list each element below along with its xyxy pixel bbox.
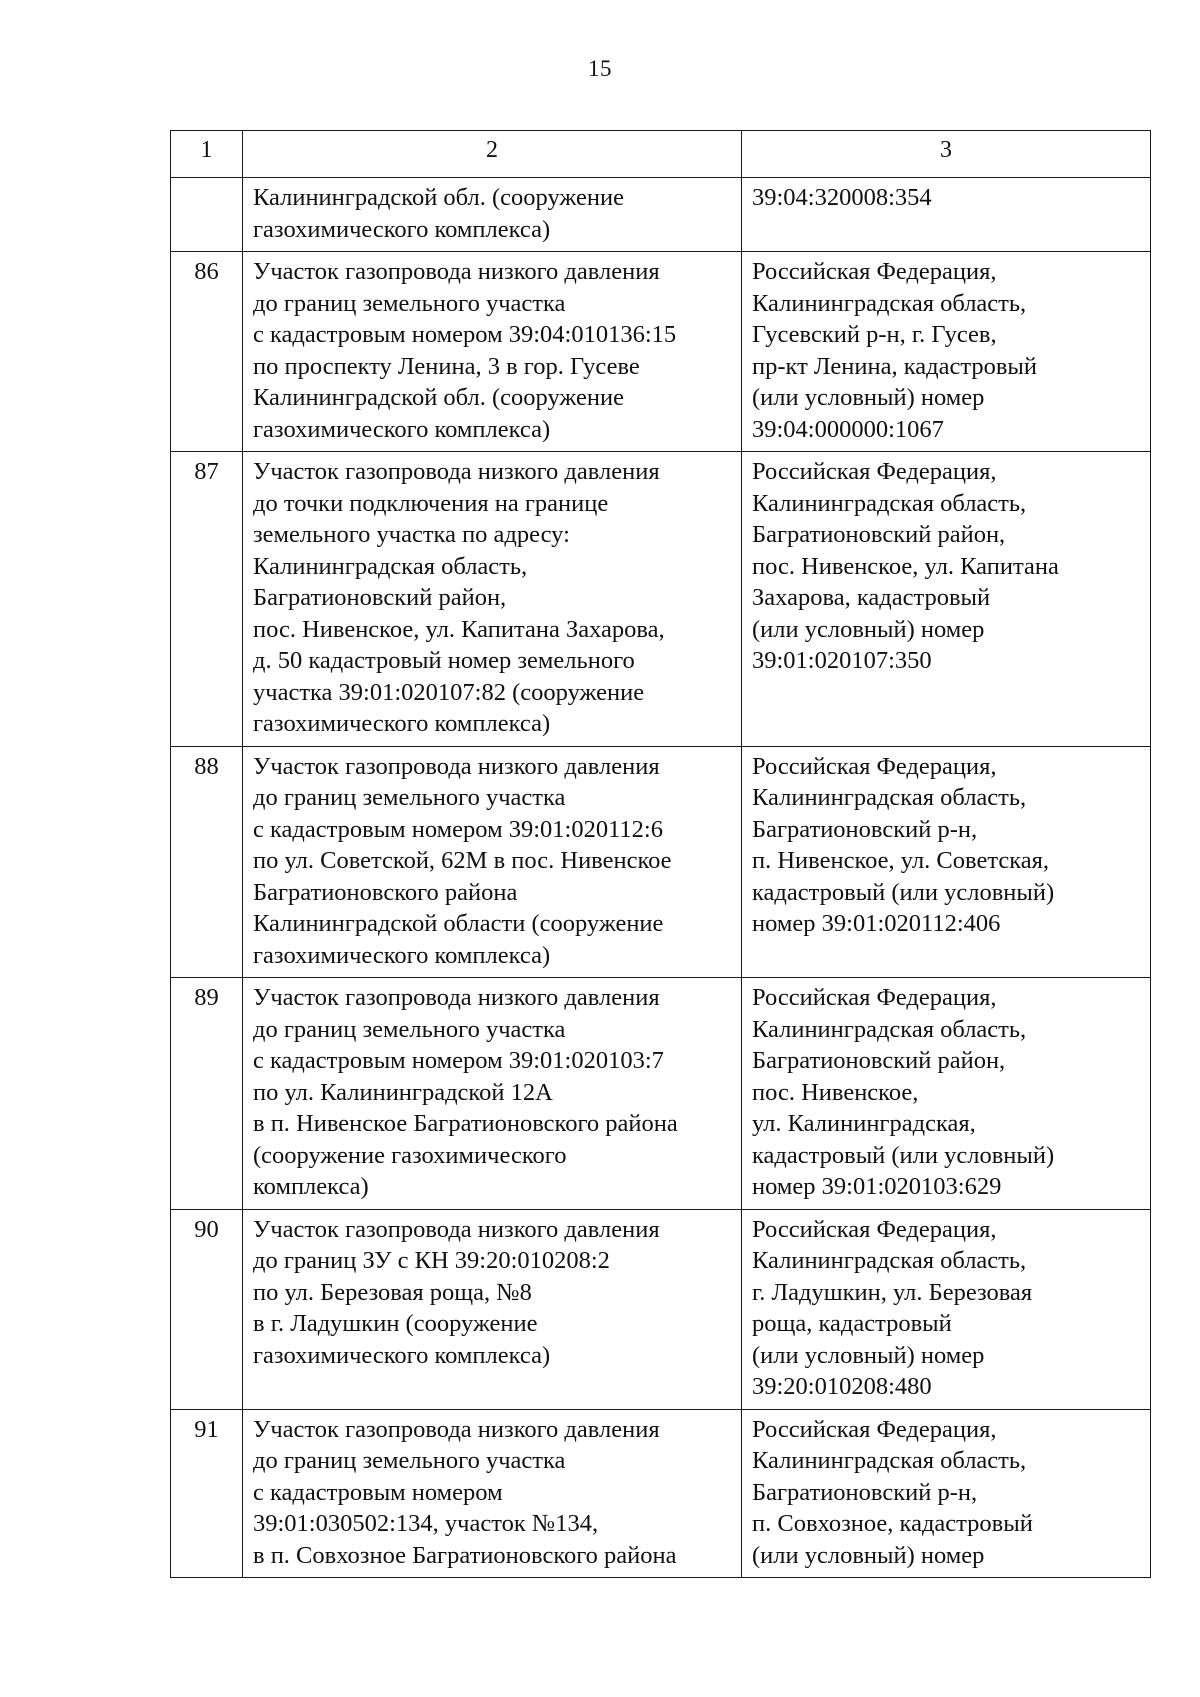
- row-description: Участок газопровода низкого давления до границ земельного участка с кадастровым номером 39:01:030502:134, участок №134, в п. Совхозное Багратионовского района: [243, 1409, 742, 1578]
- row-description: Участок газопровода низкого давления до границ ЗУ с КН 39:20:010208:2 по ул. Березовая роща, №8 в г. Ладушкин (сооружение газохимического комплекса): [243, 1209, 742, 1409]
- table-row: [171, 178, 1151, 252]
- row-number: 89: [171, 978, 243, 1210]
- table-header-row: [171, 131, 1151, 178]
- row-address: Российская Федерация, Калининградская область, Багратионовский р-н, п. Нивенское, ул. Советская, кадастровый (или условный) номер 39:01:020112:406: [742, 746, 1151, 978]
- row-number: 90: [171, 1209, 243, 1409]
- row-description: Участок газопровода низкого давления до точки подключения на границе земельного участка по адресу: Калининградская область, Багратионовский район, пос. Нивенское, ул. Капитана Захарова, д. 50 кадастровый номер земельного участка 39:01:020107:82 (сооружение газохимического комплекса): [243, 452, 742, 747]
- row-description: Калининградской обл. (сооружение газохимического комплекса): [243, 178, 742, 252]
- row-description: Участок газопровода низкого давления до границ земельного участка с кадастровым номером 39:01:020112:6 по ул. Советской, 62М в пос. Нивенское Багратионовского района Калининградской области (сооружение газохимического комплекса): [243, 746, 742, 978]
- row-address: 39:04:320008:354: [742, 178, 1151, 252]
- table-row: [171, 1409, 1151, 1578]
- header-cell-description: 2: [243, 131, 742, 178]
- row-number: 88: [171, 746, 243, 978]
- table-row: [171, 746, 1151, 978]
- table-row: [171, 452, 1151, 747]
- row-description: Участок газопровода низкого давления до границ земельного участка с кадастровым номером 39:04:010136:15 по проспекту Ленина, 3 в гор. Гусеве Калининградской обл. (сооружение газохимического комплекса): [243, 252, 742, 452]
- row-address: Российская Федерация, Калининградская область, Гусевский р-н, г. Гусев, пр-кт Ленина, кадастровый (или условный) номер 39:04:000000:1067: [742, 252, 1151, 452]
- document-table: [170, 130, 1151, 1578]
- header-cell-number: 1: [171, 131, 243, 178]
- row-address: Российская Федерация, Калининградская область, г. Ладушкин, ул. Березовая роща, кадастровый (или условный) номер 39:20:010208:480: [742, 1209, 1151, 1409]
- row-number: 86: [171, 252, 243, 452]
- row-description: Участок газопровода низкого давления до границ земельного участка с кадастровым номером 39:01:020103:7 по ул. Калининградской 12А в п. Нивенское Багратионовского района (сооружение газохимического комплекса): [243, 978, 742, 1210]
- table-row: [171, 1209, 1151, 1409]
- page-number: 15: [588, 56, 612, 81]
- table-row: [171, 252, 1151, 452]
- row-number: [171, 178, 243, 252]
- row-number: 91: [171, 1409, 243, 1578]
- table-row: [171, 978, 1151, 1210]
- row-address: Российская Федерация, Калининградская область, Багратионовский р-н, п. Совхозное, кадастровый (или условный) номер: [742, 1409, 1151, 1578]
- row-address: Российская Федерация, Калининградская область, Багратионовский район, пос. Нивенское, ул. Калининградская, кадастровый (или условный) номер 39:01:020103:629: [742, 978, 1151, 1210]
- header-cell-address: 3: [742, 131, 1151, 178]
- row-number: 87: [171, 452, 243, 747]
- row-address: Российская Федерация, Калининградская область, Багратионовский район, пос. Нивенское, ул. Капитана Захарова, кадастровый (или условный) номер 39:01:020107:350: [742, 452, 1151, 747]
